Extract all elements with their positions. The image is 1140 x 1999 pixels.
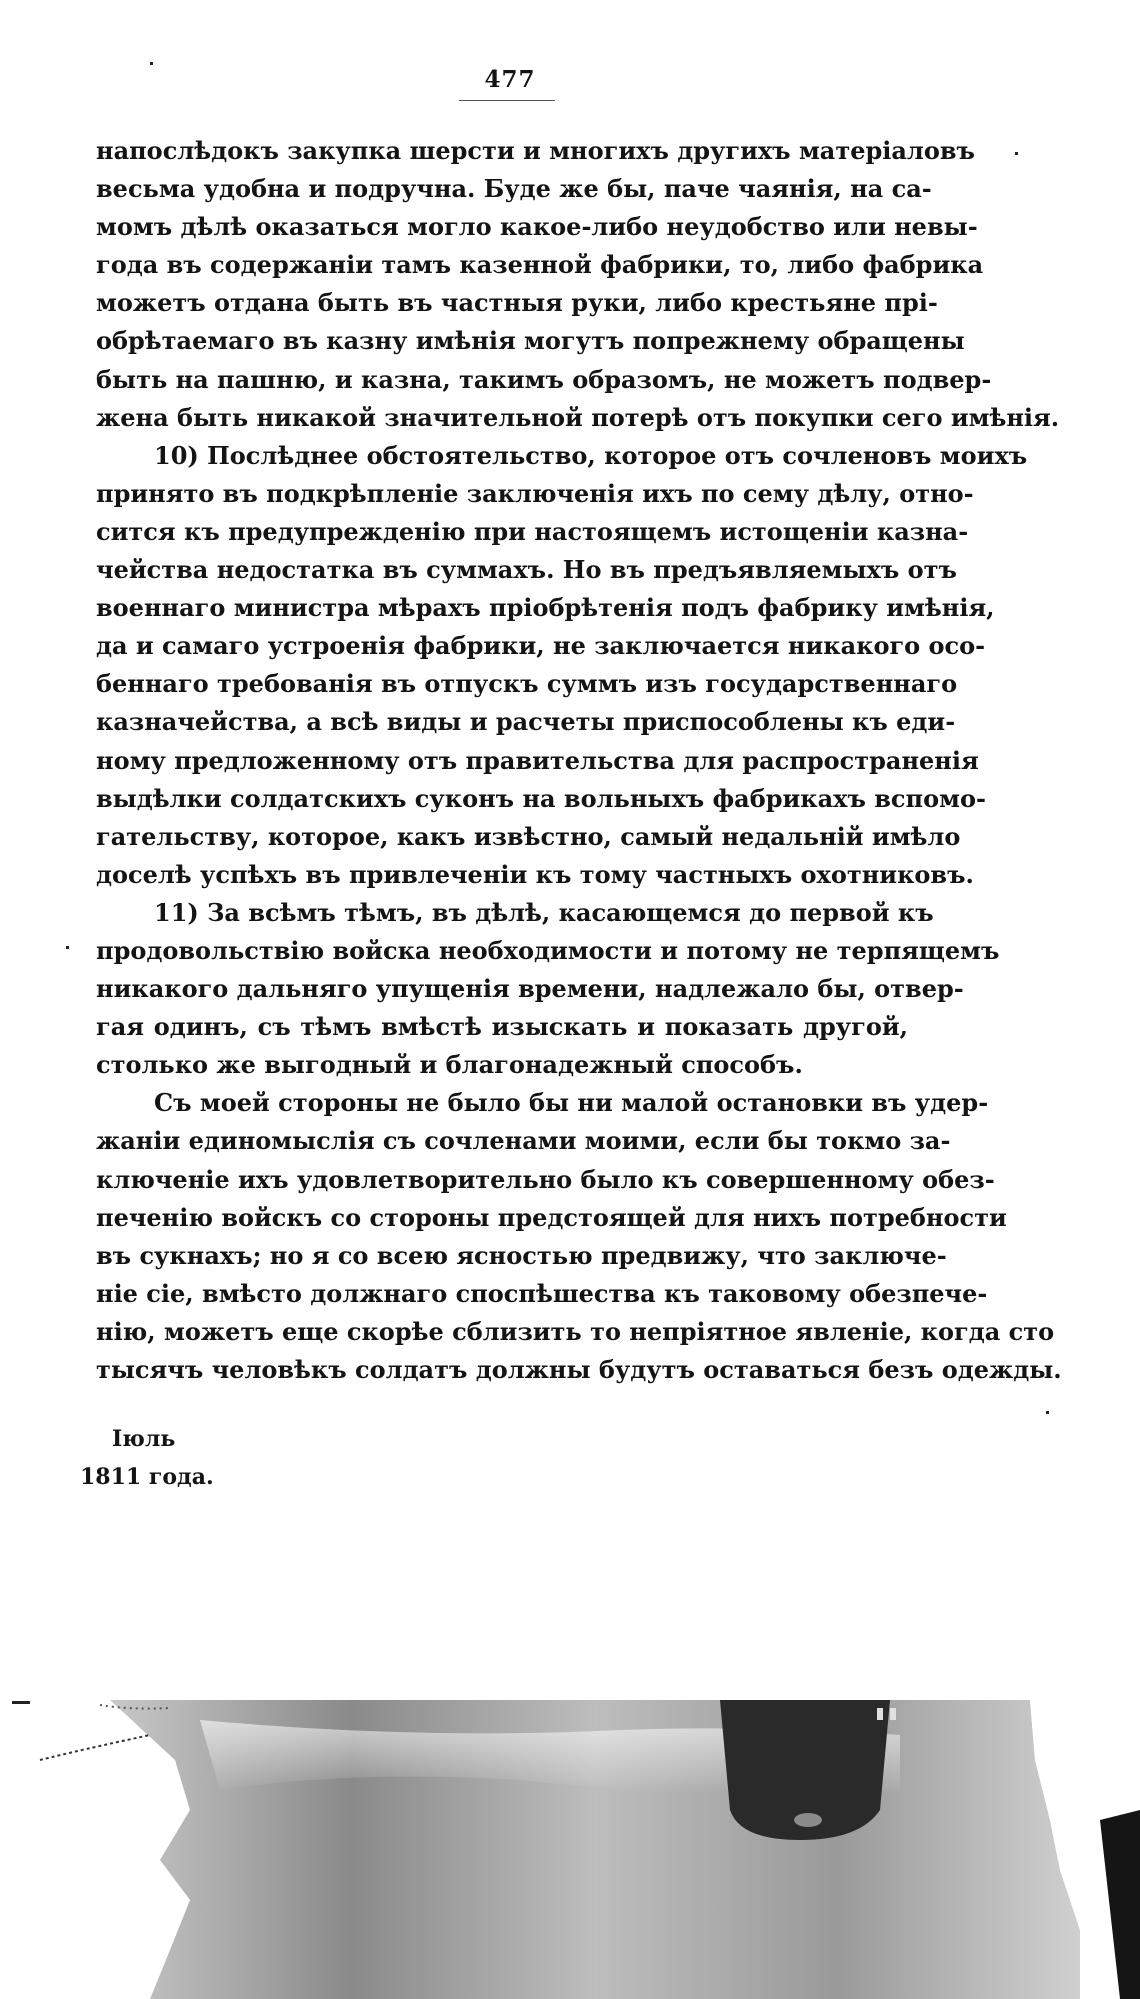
text-line: жена быть никакой значительной потерѣ отъ покупки сего имѣнія. xyxy=(96,402,1060,432)
text-line: казначейства, а всѣ виды и расчеты приспособлены къ еди- xyxy=(96,707,956,737)
text-line: сится къ предупрежденію при настоящемъ истощеніи казна- xyxy=(96,516,969,546)
text-line: принято въ подкрѣпленіе заключенія ихъ по сему дѣлу, отно- xyxy=(96,478,974,508)
scan-speck xyxy=(66,946,69,949)
scan-speck xyxy=(150,62,153,65)
text-line: можетъ отдана быть въ частныя руки, либо крестьяне прі- xyxy=(96,288,938,318)
text-line: выдѣлки солдатскихъ суконъ на вольныхъ фабрикахъ вспомо- xyxy=(96,783,986,813)
text-line: ніе сіе, вмѣсто должнаго споспѣшества къ таковому обезпече- xyxy=(96,1278,988,1308)
text-line: 11) За всѣмъ тѣмъ, въ дѣлѣ, касающемся до первой къ xyxy=(154,897,934,927)
text-line: жаніи единомыслія съ сочленами моими, если бы токмо за- xyxy=(96,1126,951,1156)
text-line: никакого дальняго упущенія времени, надлежало бы, отвер- xyxy=(96,974,964,1004)
paragraph-11 xyxy=(96,894,1000,1084)
scan-speck xyxy=(1046,1411,1049,1414)
page-number: 477 xyxy=(484,66,536,93)
text-line: весьма удобна и подручна. Буде же бы, паче чаянія, на са- xyxy=(96,174,932,204)
text-line: чейства недостатка въ суммахъ. Но въ предъявляемыхъ отъ xyxy=(96,555,957,585)
text-line: беннаго требованія въ отпускъ суммъ изъ государственнаго xyxy=(96,669,958,699)
text-line: быть на пашню, и казна, такимъ образомъ, не можетъ подвер- xyxy=(96,364,992,394)
text-line: напослѣдокъ закупка шерсти и многихъ другихъ матеріаловъ xyxy=(96,136,975,165)
text-line: нію, можетъ еще скорѣе сблизить то непріятное явленіе, когда сто xyxy=(96,1316,1055,1346)
scan-speck xyxy=(1015,152,1018,155)
text-line: тысячъ человѣкъ солдатъ должны будутъ оставаться безъ одежды. xyxy=(96,1355,1062,1384)
text-line: военнаго министра мѣрахъ пріобрѣтенія подъ фабрику имѣнія, xyxy=(96,593,995,623)
text-line: Съ моей стороны не было бы ни малой остановки въ удер- xyxy=(154,1088,989,1118)
page-number-rule xyxy=(459,100,555,101)
scan-shadow-artifact xyxy=(0,1700,1140,1999)
text-line: ному предложенному отъ правительства для распространенія xyxy=(96,745,979,775)
text-line: ключеніе ихъ удовлетворительно было къ совершенному обез- xyxy=(96,1164,995,1194)
document-body xyxy=(96,132,1062,1389)
text-line: въ сукнахъ; но я со всею ясностью предвижу, что заключе- xyxy=(96,1240,947,1270)
paragraph-continuation xyxy=(96,132,1060,437)
text-line: гая одинъ, съ тѣмъ вмѣстѣ изыскать и показать другой, xyxy=(96,1012,908,1042)
text-line: момъ дѣлѣ оказаться могло какое-либо неудобство или невы- xyxy=(96,212,978,242)
text-line: обрѣтаемаго въ казну имѣнія могутъ попрежнему обращены xyxy=(96,326,965,356)
text-line: печенію войскъ со стороны предстоящей для нихъ потребности xyxy=(96,1202,1007,1232)
signature-month: Іюль xyxy=(112,1426,176,1452)
text-line: да и самаго устроенія фабрики, не заключается никакого осо- xyxy=(96,631,986,661)
text-line: 10) Послѣднее обстоятельство, которое отъ сочленовъ моихъ xyxy=(154,440,1028,470)
text-line: столько же выгодный и благонадежный способъ. xyxy=(96,1050,803,1080)
text-line: года въ содержаніи тамъ казенной фабрики, то, либо фабрика xyxy=(96,250,984,280)
signature-year: 1811 года. xyxy=(80,1464,214,1490)
signature-date xyxy=(0,1420,400,1496)
paragraph-10 xyxy=(96,437,1028,894)
paragraph-conclusion xyxy=(96,1084,1062,1389)
text-line: продовольствію войска необходимости и потому не терпящемъ xyxy=(96,935,1000,965)
text-line: доселѣ успѣхъ въ привлеченіи къ тому частныхъ охотниковъ. xyxy=(96,859,974,889)
scan-shadow-graphic xyxy=(0,1700,1140,1999)
text-line: гательству, которое, какъ извѣстно, самый недальній имѣло xyxy=(96,821,961,851)
